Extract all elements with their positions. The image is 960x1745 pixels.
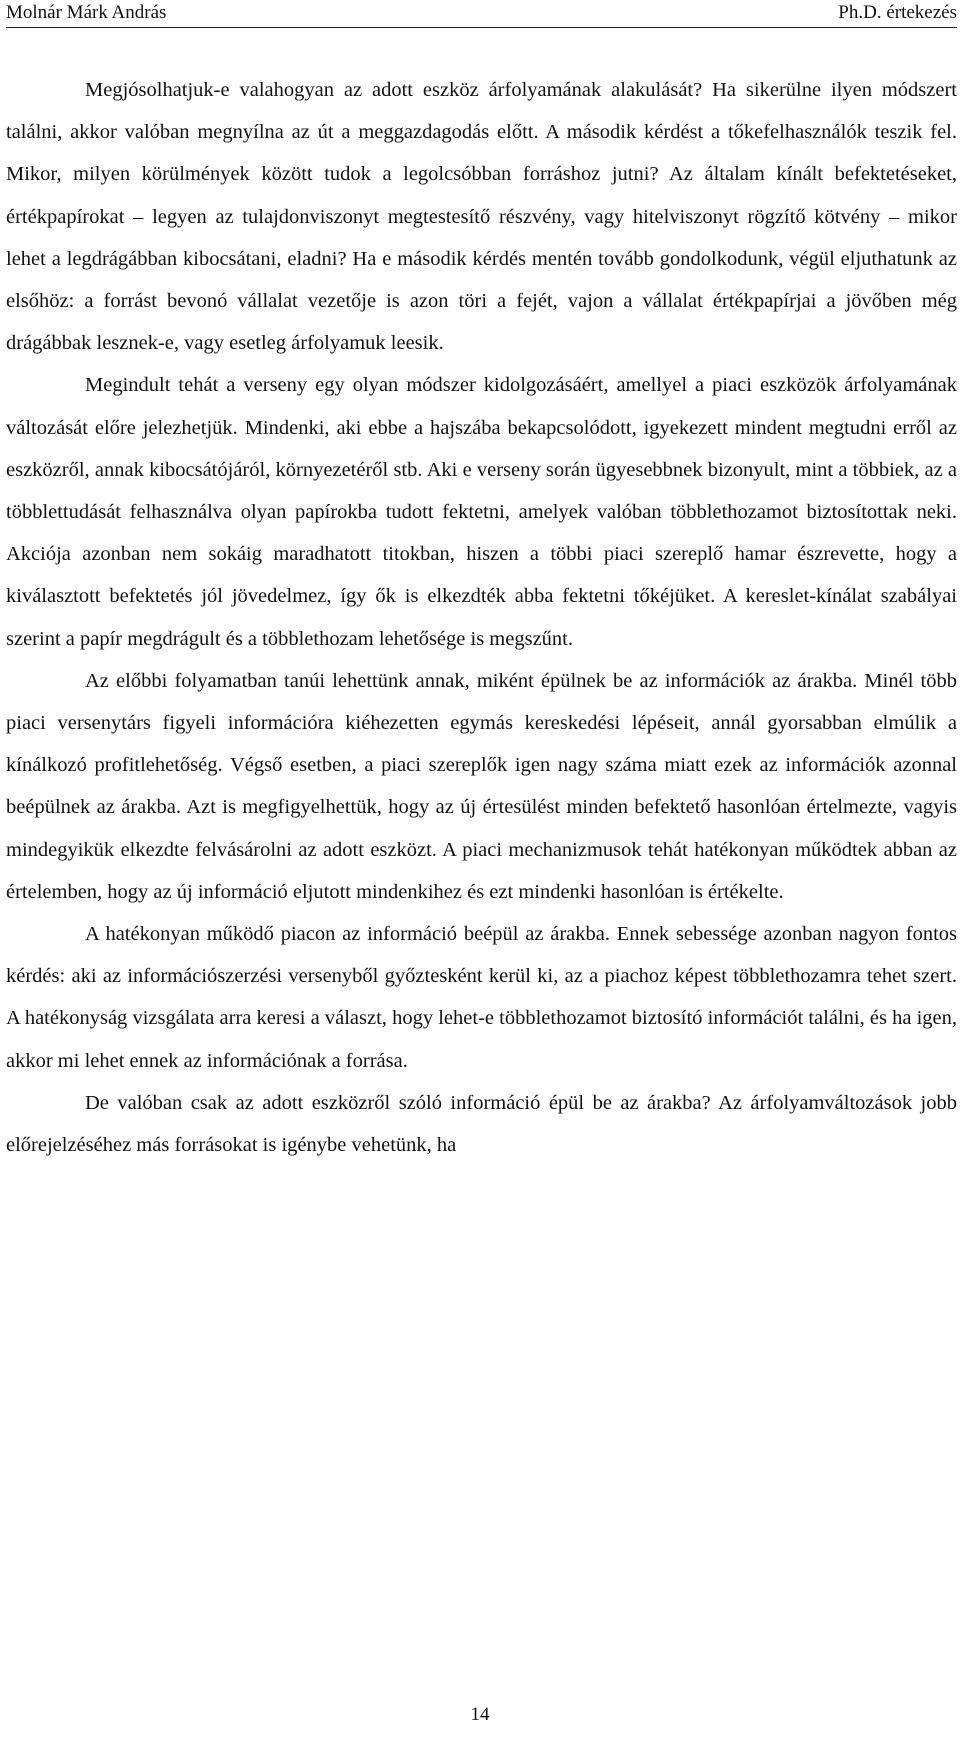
body-text: [6, 69, 957, 1166]
running-header: [6, 1, 957, 28]
paragraph-4: A hatékonyan működő piacon az információ beépül az árakba. Ennek sebessége azonban nagyon fontos kérdés: aki az információszerzési versenyből győztesként kerül ki, az a piachoz képest többlethozamra tehet szert. A hatékonyság vizsgálata arra keresi a választ, hogy lehet-e többlethozamot biztosító információt találni, és ha igen, akkor mi lehet ennek az információnak a forrása.: [6, 923, 957, 1072]
page-number: 14: [470, 1704, 490, 1725]
header-author: Molnár Márk András: [6, 2, 167, 23]
paragraph-2: Megindult tehát a verseny egy olyan módszer kidolgozásáért, amellyel a piaci eszközök árfolyamának változását előre jelezhetjük. Mindenki, aki ebbe a hajszába bekapcsolódott, igyekezett mindent megtudni erről az eszközről, annak kibocsátójáról, környezetéről stb. Aki e verseny során ügyesebbnek bizonyult, mint a többiek, az a többlettudását felhasználva olyan papírokba tudott fektetni, amelyek valóban többlethozamot biztosítottak neki. Akciója azonban nem sokáig maradhatott titokban, hiszen a többi piaci szereplő hamar észrevette, hogy a kiválasztott befektetés jól jövedelmez, így ők is elkezdték abba fektetni tőkéjüket. A kereslet-kínálat szabályai szerint a papír megdrágult és a többlethozam lehetősége is megszűnt.: [6, 374, 957, 650]
paragraph-5: De valóban csak az adott eszközről szóló információ épül be az árakba? Az árfolyamváltozások jobb előrejelzéséhez más forrásokat is igénybe vehetünk, ha: [6, 1091, 957, 1157]
paragraph-1: Megjósolhatjuk-e valahogyan az adott eszköz árfolyamának alakulását? Ha sikerülne ilyen módszert találni, akkor valóban megnyílna az út a meggazdagodás előtt. A második kérdést a tőkefelhasználók teszik fel. Mikor, milyen körülmények között tudok a legolcsóbban forráshoz jutni? Az általam kínált befektetéseket, értékpapírokat – legyen az tulajdonviszonyt megtestesítő részvény, vagy hitelviszonyt rögzítő kötvény – mikor lehet a legdrágábban kibocsátani, eladni? Ha e második kérdés mentén tovább gondolkodunk, végül eljuthatunk az elsőhöz: a forrást bevonó vállalat vezetője is azon töri a fejét, vajon a vállalat értékpapírjai a jövőben még drágábbak lesznek-e, vagy esetleg árfolyamuk leesik.: [6, 79, 957, 355]
paragraph-3: Az előbbi folyamatban tanúi lehettünk annak, miként épülnek be az információk az árakba. Minél több piaci versenytárs figyeli információra kiéhezetten egymás kereskedési lépéseit, annál gyorsabban elmúlik a kínálkozó profitlehetőség. Végső esetben, a piaci szereplők igen nagy száma miatt ezek az információk azonnal beépülnek az árakba. Azt is megfigyelhettük, hogy az új értesülést minden befektető hasonlóan értelmezte, vagyis mindegyikük elkezdte felvásárolni az adott eszközt. A piaci mechanizmusok tehát hatékonyan működtek abban az értelemben, hogy az új információ eljutott mindenkihez és ezt mindenki hasonlóan is értékelte.: [6, 669, 957, 903]
header-document-type: Ph.D. értekezés: [838, 2, 957, 23]
